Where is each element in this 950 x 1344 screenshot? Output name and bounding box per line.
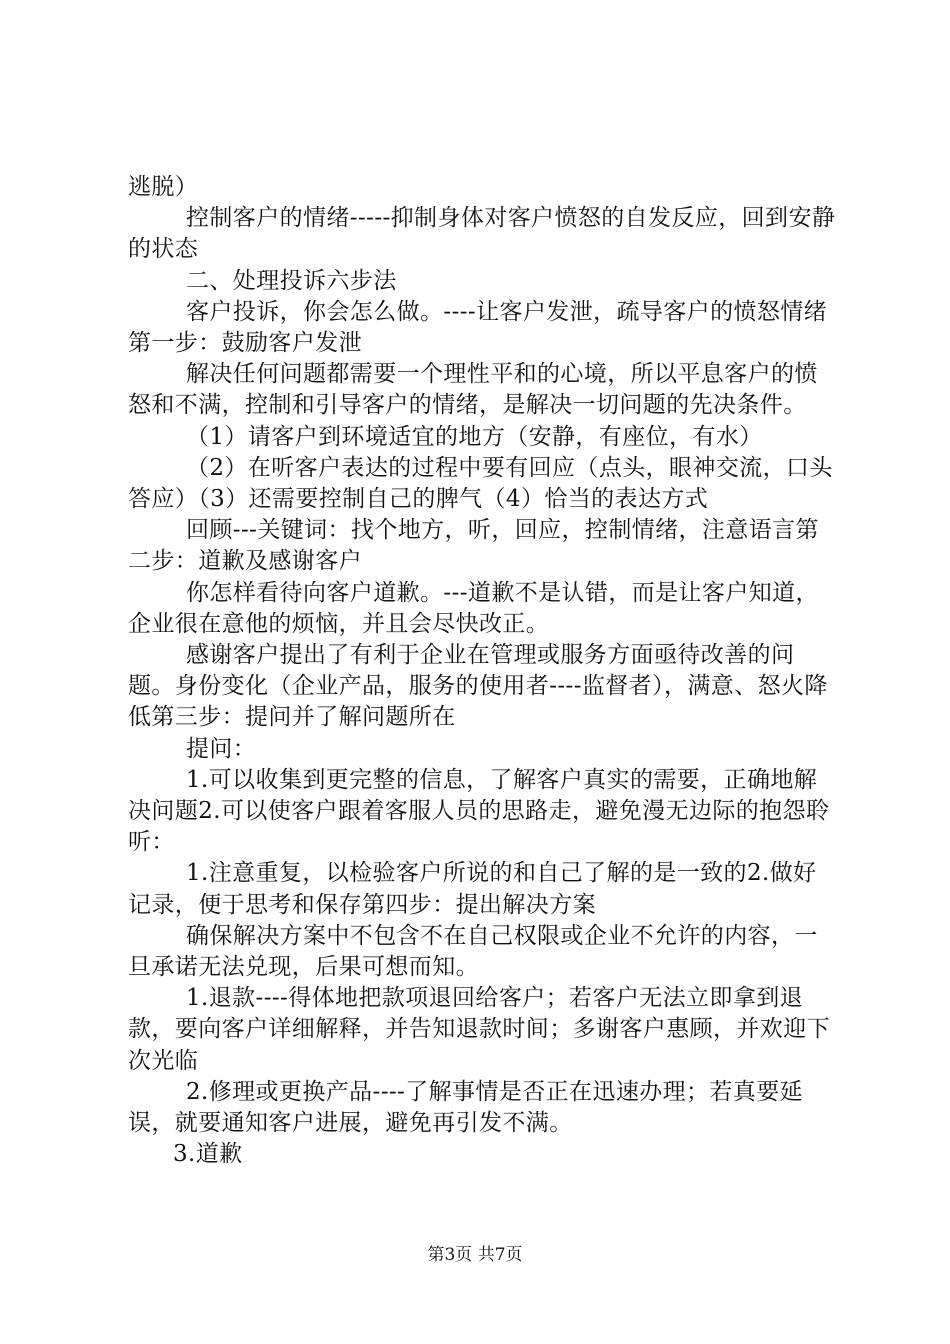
paragraph: 1.退款----得体地把款项退回给客户；若客户无法立即拿到退款，要向客户详细解释，并告知退款时间；多谢客户惠顾，并欢迎下次光临 (128, 985, 830, 1074)
page-footer: 第3页 共7页 (427, 1245, 523, 1265)
document-body (128, 172, 838, 1171)
paragraph: 3.道歉 (173, 1141, 243, 1168)
paragraph: （2）在听客户表达的过程中要有回应（点头，眼神交流，口头答应）（3）还需要控制自己的脾气（4）恰当的表达方式 (128, 454, 833, 513)
paragraph: 感谢客户提出了有利于企业在管理或服务方面亟待改善的问题。身份变化（企业产品，服务的使用者----监督者），满意、怒火降低第三步：提问并了解问题所在 (128, 642, 828, 731)
paragraph: 解决任何问题都需要一个理性平和的心境，所以平息客户的愤怒和不满，控制和引导客户的情绪，是解决一切问题的先决条件。 (128, 361, 818, 419)
paragraph: 1.可以收集到更完整的信息，了解客户真实的需要，正确地解决问题2.可以使客户跟着客服人员的思路走，避免漫无边际的抱怨聆听： (128, 766, 830, 856)
paragraph: （1）请客户到环境适宜的地方（安静，有座位，有水） (186, 423, 763, 450)
paragraph: 客户投诉，你会怎么做。----让客户发泄，疏导客户的愤怒情绪第一步：鼓励客户发泄 (128, 298, 828, 357)
paragraph: 控制客户的情绪-----抑制身体对客户愤怒的自发反应，回到安静的状态 (128, 205, 836, 263)
paragraph: 确保解决方案中不包含不在自己权限或企业不允许的内容，一旦承诺无法兑现，后果可想而知。 (128, 922, 818, 981)
paragraph: 提问： (186, 735, 257, 762)
paragraph: 回顾---关键词：找个地方，听，回应，控制情绪，注意语言第二步：道歉及感谢客户 (128, 517, 819, 575)
paragraph: 1.注意重复，以检验客户所说的和自己了解的是一致的2.做好记录，便于思考和保存第四步：提出解决方案 (128, 860, 817, 918)
paragraph: 你怎样看待向客户道歉。---道歉不是认错，而是让客户知道，企业很在意他的烦恼，并且会尽快改正。 (128, 579, 819, 637)
section-heading: 二、处理投诉六步法 (186, 267, 397, 294)
paragraph: 逃脱） (128, 174, 199, 200)
paragraph: 2.修理或更换产品----了解事情是否正在迅速办理；若真要延误，就要通知客户进展，避免再引发不满。 (128, 1078, 804, 1137)
